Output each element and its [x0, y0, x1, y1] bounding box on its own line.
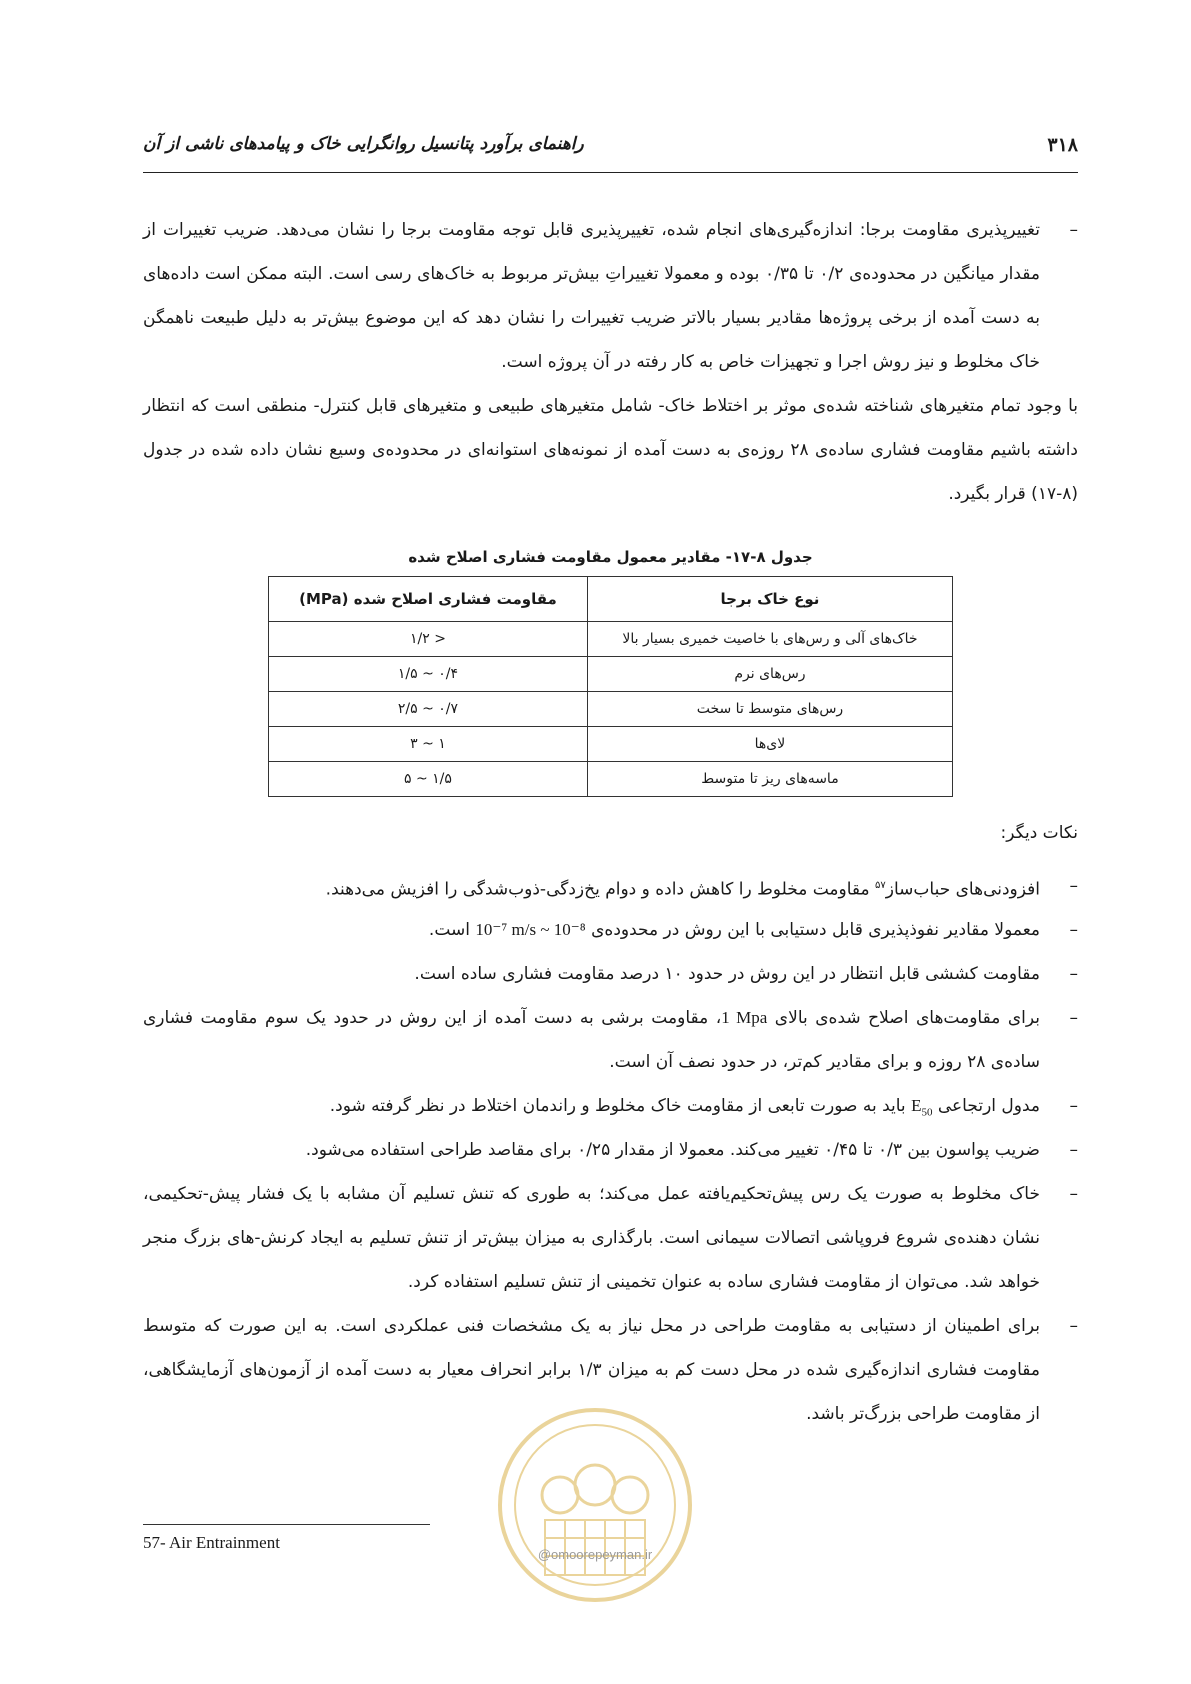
bullet-text: ضریب پواسون بین ۰/۳ تا ۰/۴۵ تغییر می‌کند. معمولا از مقدار ۰/۲۵ برای مقاصد طراحی استفاده می‌شود. [305, 1140, 1040, 1160]
column-header-soil: نوع خاک برجا [587, 577, 952, 622]
note-text: است. [428, 920, 476, 940]
header-divider [143, 172, 1078, 173]
bullet-dash: – [1069, 876, 1078, 896]
table-row [269, 622, 953, 657]
soil-cell: رس‌های نرم [587, 657, 952, 692]
column-header-strength: مقاومت فشاری اصلاح شده (MPa) [269, 577, 588, 622]
notes-heading: نکات دیگر: [1000, 823, 1078, 843]
note-text: مقاومت مخلوط را کاهش داده و دوام یخ‌زدگی-ذوب‌شدگی را افزیش می‌دهند. [325, 879, 876, 900]
permeability-formula: 10⁻⁷ m/s ~ 10⁻⁸ [475, 920, 586, 939]
bullet-dash: – [1069, 1184, 1078, 1204]
bullet-item [143, 1172, 1078, 1304]
modulus-letter: E [911, 1096, 922, 1115]
bullet-item [143, 1128, 1078, 1172]
note-text: برای مقاومت‌های اصلاح شده‌ی بالای [767, 1008, 1040, 1028]
bullet-text [143, 996, 1040, 1084]
bullet-dash: – [1069, 1096, 1078, 1116]
soil-cell: لای‌ها [587, 727, 952, 762]
bullet-dash: – [1069, 920, 1078, 940]
running-title: راهنمای برآورد پتانسیل روانگرایی خاک و پیامدهای ناشی از آن [143, 134, 584, 154]
bullet-dash: – [1069, 1140, 1078, 1160]
strength-cell: ۱ ~ ۳ [269, 727, 588, 762]
strength-unit: 1 Mpa [721, 1008, 768, 1027]
watermark-seal-icon [490, 1400, 700, 1610]
strength-cell: < ۱/۲ [269, 622, 588, 657]
bullet-text [143, 864, 1040, 912]
bullet-item [143, 996, 1078, 1084]
note-text: معمولا مقادیر نفوذپذیری قابل دستیابی با این روش در محدوده‌ی [585, 920, 1040, 940]
note-text: باید به صورت تابعی از مقاومت خاک مخلوط و راندمان اختلاط در نظر گرفته شود. [329, 1096, 912, 1116]
table-row [269, 692, 953, 727]
page-number: ۳۱۸ [1047, 134, 1078, 156]
bullet-item [143, 952, 1078, 996]
strength-cell: ۱/۵ ~ ۵ [269, 762, 588, 797]
bullet-text [143, 908, 1040, 952]
soil-cell: خاک‌های آلی و رس‌های با خاصیت خمیری بسیار بالا [587, 622, 952, 657]
strength-table [268, 576, 953, 797]
bullet-item [143, 908, 1078, 952]
bullet-item [143, 864, 1078, 912]
bullet-dash: – [1069, 1008, 1078, 1028]
bullet-text [143, 1084, 1040, 1134]
note-text: مدول ارتجاعی [932, 1096, 1040, 1116]
strength-cell: ۰/۴ ~ ۱/۵ [269, 657, 588, 692]
footnote-divider [143, 1524, 430, 1525]
footnote: 57- Air Entrainment [143, 1533, 280, 1552]
bullet-text: مقاومت کششی قابل انتظار در این روش در حدود ۱۰ درصد مقاومت فشاری ساده است. [414, 964, 1040, 984]
bullet-dash: – [1069, 964, 1078, 984]
bullet-text: خاک مخلوط به صورت یک رس پیش‌تحکیم‌یافته عمل می‌کند؛ به طوری که تنش تسلیم آن مشابه با یک فشار پیش-تحکیمی، نشان دهنده‌ی شروع فروپاشی اتصالات سیمانی است. بارگذاری به میزان بیش‌تر از تنش تسلیم به ایجاد کرنش-های بزرگ منجر خواهد شد. می‌توان از مقاومت فشاری ساده به عنوان تخمینی از تنش تسلیم استفاده کرد. [143, 1184, 1040, 1292]
footnote-ref: ۵۷ [875, 880, 886, 891]
table-header-row [269, 577, 953, 622]
modulus-symbol [911, 1096, 933, 1119]
modulus-subscript: 50 [921, 1106, 933, 1119]
bullet-text: برای اطمینان از دستیابی به مقاومت طراحی در محل نیاز به یک مشخصات فنی عملکردی است. به این صورت که متوسط مقاومت فشاری اندازه‌گیری شده در محل دست کم به میزان ۱/۳ برابر انحراف معیار به دست آمده از آزمون‌های آزمایشگاهی، از مقاومت طراحی بزرگ‌تر باشد. [143, 1316, 1040, 1424]
bullet-item [143, 208, 1078, 384]
page-header [143, 128, 1078, 168]
note-text: افزودنی‌های حباب‌ساز [885, 879, 1040, 900]
note-text: ، مقاومت برشی به دست آمده از این روش در حدود یک سوم مقاومت فشاری ساده‌ی ۲۸ روزه و برای مقادیر کم‌تر، در حدود نصف آن است. [143, 1008, 1040, 1072]
bullet-item [143, 1084, 1078, 1134]
table-row [269, 657, 953, 692]
strength-cell: ۰/۷ ~ ۲/۵ [269, 692, 588, 727]
watermark-url: @omoorepeyman.ir [537, 1547, 653, 1562]
bullet-dash: – [1069, 220, 1078, 240]
table-caption: جدول ۸-۱۷- مقادیر معمول مقاومت فشاری اصلاح شده [408, 548, 813, 566]
soil-cell: رس‌های متوسط تا سخت [587, 692, 952, 727]
soil-cell: ماسه‌های ریز تا متوسط [587, 762, 952, 797]
bullet-dash: – [1069, 1316, 1078, 1336]
table-row [269, 727, 953, 762]
table-row [269, 762, 953, 797]
body-paragraph: با وجود تمام متغیرهای شناخته شده‌ی موثر بر اختلاط خاک- شامل متغیرهای طبیعی و متغیرهای قابل کنترل- منطقی است که انتظار داشته باشیم مقاومت فشاری ساده‌ی ۲۸ روزه‌ی به دست آمده از نمونه‌های استوانه‌ای در محدوده‌ی وسیع نشان داده شده در جدول (۸-۱۷) قرار بگیرد. [143, 396, 1078, 504]
bullet-text: تغییرپذیری مقاومت برجا: اندازه‌گیری‌های انجام شده، تغییرپذیری قابل توجه مقاومت برجا را نشان می‌دهد. ضریب تغییرات از مقدار میانگین در محدوده‌ی ۰/۲ تا ۰/۳۵ بوده و معمولا تغییراتِ بیش‌تر مربوط به خاک‌های رسی است. البته ممکن است داده‌های به دست آمده از برخی پروژه‌ها مقادیر بسیار بالاتر ضریب تغییرات را نشان دهد که این موضوع بیش‌تر به دلیل طبیعت ناهمگن خاک مخلوط و نیز روش اجرا و تجهیزات خاص به کار رفته در آن پروژه است. [143, 220, 1040, 372]
